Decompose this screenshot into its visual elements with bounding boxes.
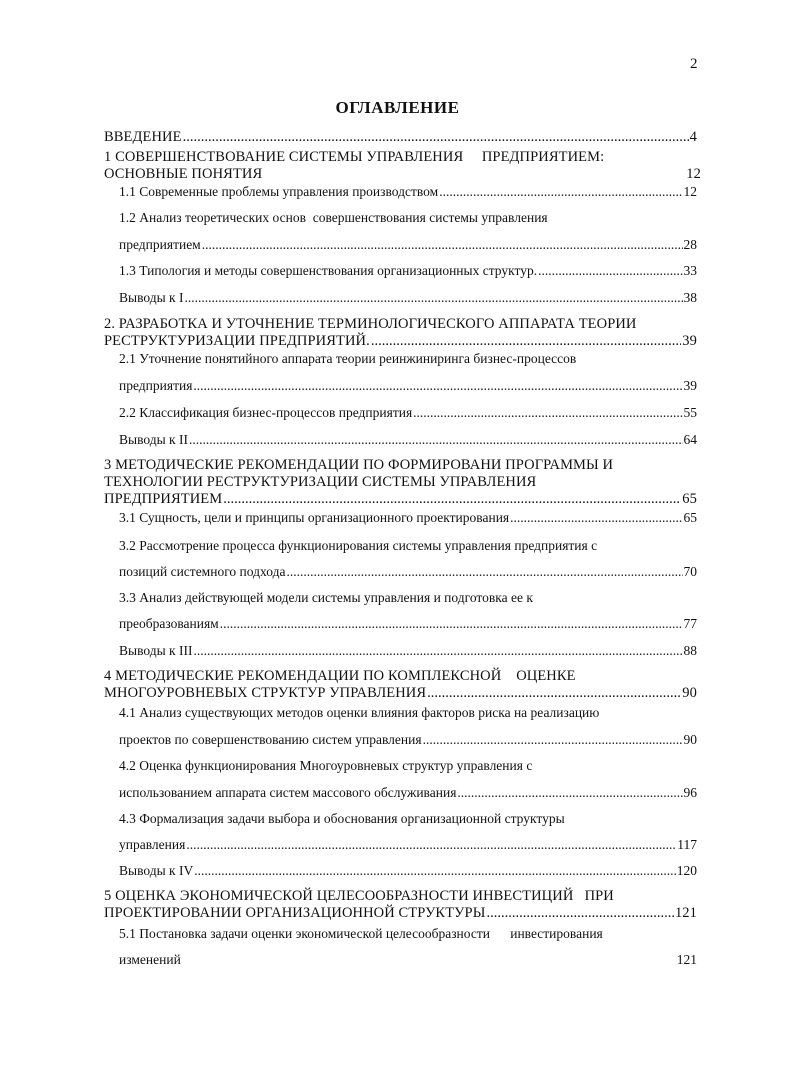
entry-page: 4 xyxy=(689,129,697,145)
toc-chapter-3-line-3[interactable] xyxy=(104,491,697,508)
toc-section-3-1[interactable] xyxy=(119,509,697,526)
toc-chapter-4-line-1[interactable] xyxy=(104,668,697,685)
entry-text: 1 СОВЕРШЕНСТВОВАНИЕ СИСТЕМЫ УПРАВЛЕНИЯ ПРЕДПРИЯТИЕМ: xyxy=(104,149,605,165)
toc-chapter-5-line-1[interactable] xyxy=(104,888,697,905)
entry-text: РЕСТРУКТУРИЗАЦИИ ПРЕДПРИЯТИЙ. xyxy=(104,333,370,349)
entry-text: изменений xyxy=(119,952,181,967)
entry-page: 55 xyxy=(683,405,697,420)
toc-section-3-2-line-1[interactable] xyxy=(119,537,697,554)
entry-page: 121 xyxy=(674,905,697,921)
toc-chapter-1-line-2[interactable] xyxy=(104,166,701,183)
toc-section-2-2[interactable] xyxy=(119,404,697,421)
entry-page: 90 xyxy=(682,685,697,701)
leader-dots xyxy=(183,129,689,146)
toc-section-4-2-line-1[interactable] xyxy=(119,757,697,774)
entry-page: 88 xyxy=(683,643,697,658)
leader-dots xyxy=(193,642,682,659)
toc-conclusions-4[interactable] xyxy=(119,862,697,879)
leader-dots xyxy=(457,784,682,801)
entry-text: ТЕХНОЛОГИИ РЕСТРУКТУРИЗАЦИИ СИСТЕМЫ УПРАВЛЕНИЯ xyxy=(104,474,537,490)
leader-dots xyxy=(439,183,682,200)
entry-text: 5.1 Постановка задачи оценки экономической целесообразности инвестирования xyxy=(119,926,603,941)
leader-dots xyxy=(427,685,681,702)
entry-page: 39 xyxy=(682,333,697,349)
entry-page: 65 xyxy=(683,510,697,525)
entry-page: 64 xyxy=(683,432,697,447)
page-number: 2 xyxy=(690,56,698,72)
entry-text: 4.3 Формализация задачи выбора и обоснования организационной структуры xyxy=(119,811,565,826)
entry-page: 121 xyxy=(676,952,697,967)
toc-chapter-1-line-1[interactable] xyxy=(104,149,697,166)
entry-text: Выводы к II xyxy=(119,432,188,447)
entry-page: 12 xyxy=(683,184,697,199)
entry-text: 2. РАЗРАБОТКА И УТОЧНЕНИЕ ТЕРМИНОЛОГИЧЕСКОГО АППАРАТА ТЕОРИИ xyxy=(104,316,637,332)
entry-text: Выводы к IV xyxy=(119,863,194,878)
entry-text: проектов по совершенствованию систем управления xyxy=(119,732,422,747)
leader-dots xyxy=(194,862,676,879)
toc-section-4-1-line-1[interactable] xyxy=(119,704,697,721)
leader-dots xyxy=(220,615,683,632)
entry-text: позиций системного подхода xyxy=(119,564,286,579)
toc-section-1-2-line-2[interactable] xyxy=(119,236,697,253)
leader-dots xyxy=(186,836,676,853)
toc-chapter-2-line-1[interactable] xyxy=(104,316,697,333)
toc-section-4-1-line-2[interactable] xyxy=(119,731,697,748)
toc-section-4-3-line-1[interactable] xyxy=(119,810,697,827)
entry-page: 12 xyxy=(686,166,701,182)
leader-dots xyxy=(193,377,682,394)
toc-conclusions-3[interactable] xyxy=(119,642,697,659)
entry-text: 4 МЕТОДИЧЕСКИЕ РЕКОМЕНДАЦИИ ПО КОМПЛЕКСНОЙ ОЦЕНКЕ xyxy=(104,668,576,684)
toc-section-2-1-line-1[interactable] xyxy=(119,350,697,367)
entry-text: 2.1 Уточнение понятийного аппарата теории реинжиниринга бизнес-процессов xyxy=(119,351,577,366)
toc-title: ОГЛАВЛЕНИЕ xyxy=(335,98,460,117)
entry-page: 90 xyxy=(683,732,697,747)
entry-text: МНОГОУРОВНЕВЫХ СТРУКТУР УПРАВЛЕНИЯ xyxy=(104,685,427,701)
toc-section-2-1-line-2[interactable] xyxy=(119,377,697,394)
toc-section-5-1-line-2[interactable] xyxy=(119,951,697,968)
entry-page: 38 xyxy=(683,290,697,305)
entry-page: 65 xyxy=(682,491,697,507)
entry-page: 77 xyxy=(683,616,697,631)
toc-chapter-4-line-2[interactable] xyxy=(104,685,697,702)
entry-text: 2.2 Классификация бизнес-процессов предприятия xyxy=(119,405,413,420)
entry-text: 1.1 Современные проблемы управления производством xyxy=(119,184,439,199)
toc-section-1-2-line-1[interactable] xyxy=(119,209,697,226)
entry-text: использованием аппарата систем массового обслуживания xyxy=(119,785,457,800)
entry-page: 28 xyxy=(683,237,697,252)
toc-section-4-3-line-2[interactable] xyxy=(119,836,697,853)
entry-text: управления xyxy=(119,837,186,852)
toc-chapter-3-line-1[interactable] xyxy=(104,457,697,474)
entry-text: ОСНОВНЫЕ ПОНЯТИЯ xyxy=(104,166,263,182)
toc-section-3-3-line-2[interactable] xyxy=(119,615,697,632)
leader-dots xyxy=(202,236,683,253)
toc-conclusions-2[interactable] xyxy=(119,431,697,448)
entry-text: 3 МЕТОДИЧЕСКИЕ РЕКОМЕНДАЦИИ ПО ФОРМИРОВАНИ ПРОГРАММЫ И xyxy=(104,457,614,473)
entry-text: 1.3 Типология и методы совершенствования организационных структур. xyxy=(119,263,538,278)
entry-page: 96 xyxy=(683,785,697,800)
leader-dots xyxy=(189,431,683,448)
entry-page: 120 xyxy=(676,863,697,878)
toc-chapter-2-line-2[interactable] xyxy=(104,333,697,350)
entry-page: 70 xyxy=(683,564,697,579)
entry-text: 5 ОЦЕНКА ЭКОНОМИЧЕСКОЙ ЦЕЛЕСООБРАЗНОСТИ ИНВЕСТИЦИЙ ПРИ xyxy=(104,888,614,904)
toc-section-4-2-line-2[interactable] xyxy=(119,784,697,801)
entry-text: 4.1 Анализ существующих методов оценки влияния факторов риска на реализацию xyxy=(119,705,600,720)
entry-text: предприятием xyxy=(119,237,201,252)
entry-text: 4.2 Оценка функционирования Многоуровневых структур управления с xyxy=(119,758,533,773)
entry-text: ВВЕДЕНИЕ xyxy=(104,129,182,145)
leader-dots xyxy=(486,905,673,922)
entry-text: ПРЕДПРИЯТИЕМ xyxy=(104,491,223,507)
entry-text: 3.1 Сущность, цели и принципы организационного проектирования xyxy=(119,510,510,525)
leader-dots xyxy=(413,404,682,421)
entry-text: преобразованиям xyxy=(119,616,219,631)
leader-dots xyxy=(510,509,682,526)
entry-text: предприятия xyxy=(119,378,193,393)
toc-section-3-2-line-2[interactable] xyxy=(119,563,697,580)
toc-section-1-3[interactable] xyxy=(119,262,697,279)
leader-dots xyxy=(223,491,681,508)
toc-section-1-1[interactable] xyxy=(119,183,697,200)
toc-conclusions-1[interactable] xyxy=(119,289,697,306)
entry-page: 39 xyxy=(683,378,697,393)
entry-text: Выводы к III xyxy=(119,643,193,658)
toc-chapter-3-line-2[interactable] xyxy=(104,474,697,491)
entry-text: 3.2 Рассмотрение процесса функционирования системы управления предприятия с xyxy=(119,538,598,553)
entry-text: 3.3 Анализ действующей модели системы управления и подготовка ее к xyxy=(119,590,533,605)
entry-text: ПРОЕКТИРОВАНИИ ОРГАНИЗАЦИОННОЙ СТРУКТУРЫ xyxy=(104,905,486,921)
toc-section-3-3-line-1[interactable] xyxy=(119,589,697,606)
leader-dots xyxy=(538,262,682,279)
entry-text: 1.2 Анализ теоретических основ совершенствования системы управления xyxy=(119,210,548,225)
leader-dots xyxy=(286,563,682,580)
leader-dots xyxy=(184,289,682,306)
leader-dots xyxy=(423,731,683,748)
toc-chapter-5-line-2[interactable] xyxy=(104,905,697,922)
toc-entry-introduction[interactable] xyxy=(104,129,697,146)
entry-page: 117 xyxy=(677,837,697,852)
entry-text: Выводы к I xyxy=(119,290,184,305)
entry-page: 33 xyxy=(683,263,697,278)
toc-section-5-1-line-1[interactable] xyxy=(119,925,697,942)
leader-dots xyxy=(371,333,681,350)
